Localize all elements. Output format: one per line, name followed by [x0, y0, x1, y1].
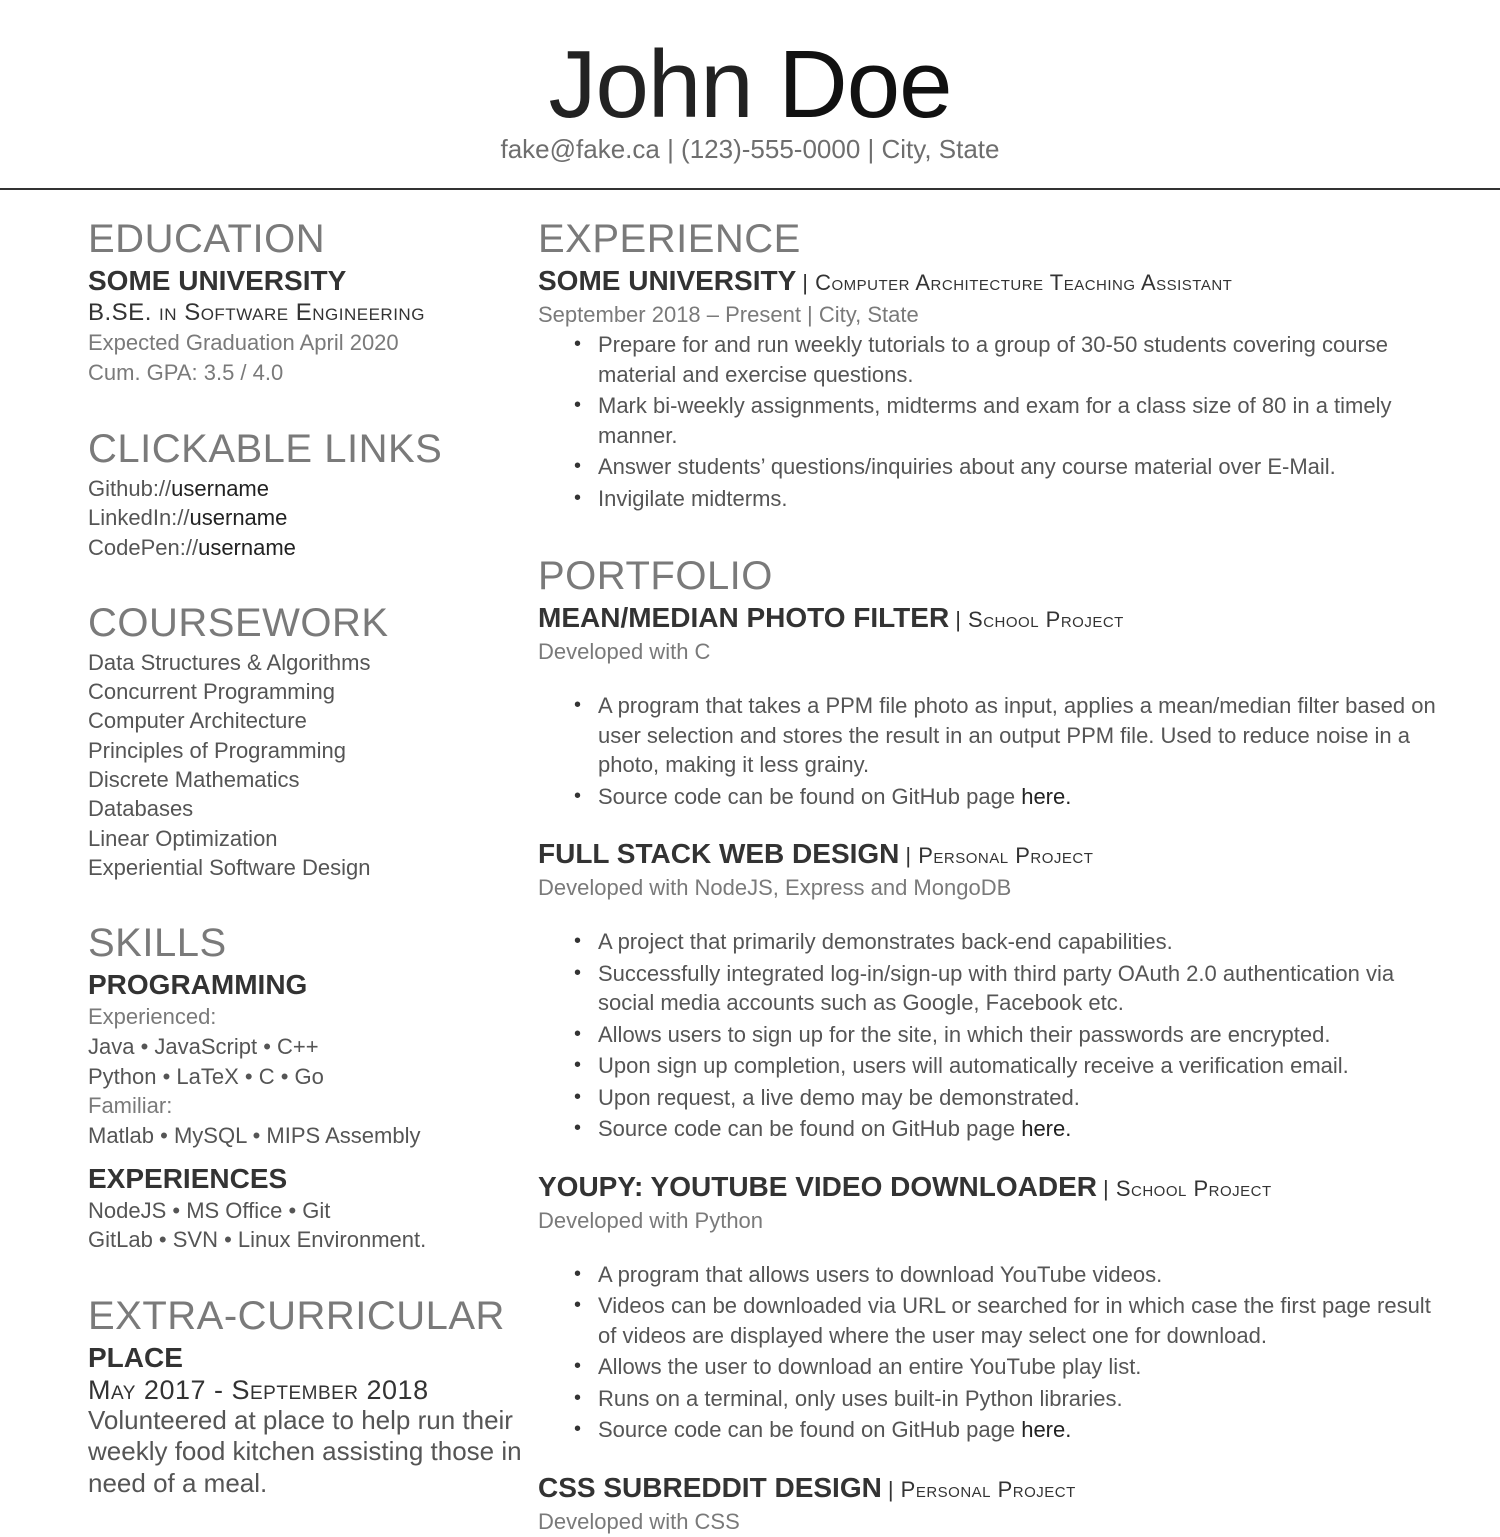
project-name: MEAN/MEDIAN PHOTO FILTER — [538, 602, 950, 633]
coursework-section — [88, 598, 528, 882]
education-gpa: Cum. GPA: 3.5 / 4.0 — [88, 360, 284, 385]
project-type: | School Project — [1103, 1175, 1272, 1201]
list-item: • Prepare for and run weekly tutorials to a group of 30-50 students covering course material and exercise questions. — [598, 330, 1438, 389]
project-photo-filter — [538, 601, 1438, 811]
project-stack: Developed with NodeJS, Express and MongoDB — [538, 875, 1012, 900]
skills-experiences-line2: GitLab • SVN • Linux Environment. — [88, 1227, 427, 1253]
project-heading — [538, 601, 1438, 637]
link-github[interactable] — [88, 474, 528, 503]
link-codepen[interactable] — [88, 533, 528, 562]
experience-dates: September 2018 – Present | City, State — [538, 302, 919, 327]
skills-programming-title: PROGRAMMING — [88, 969, 308, 1001]
last-name: Doe — [778, 31, 952, 138]
extracurricular-description: Volunteered at place to help run their weekly food kitchen assisting those in need of a meal. — [88, 1404, 522, 1498]
resume-header — [0, 0, 1500, 190]
project-bullets — [538, 927, 1438, 1144]
link-linkedin[interactable] — [88, 503, 528, 532]
link-handle[interactable]: username — [189, 505, 288, 531]
list-item — [598, 782, 1438, 812]
list-item: • Videos can be downloaded via URL or searched for in which case the first page result of videos are displayed where the user may select one for download. — [598, 1291, 1438, 1350]
links-section — [88, 424, 528, 562]
first-name: John — [548, 31, 753, 138]
link-handle[interactable]: username — [198, 534, 296, 560]
source-text: Source code can be found on GitHub page — [598, 1116, 1022, 1141]
latex-logo: LaTeX — [176, 1063, 239, 1089]
skills-line2-b: • C • Go — [238, 1063, 324, 1089]
course-item: Concurrent Programming — [88, 679, 335, 705]
course-item: Discrete Mathematics — [88, 767, 300, 793]
list-item: • A project that primarily demonstrates back-end capabilities. — [598, 927, 1438, 957]
list-item: • Upon request, a live demo may be demonstrated. — [598, 1083, 1438, 1113]
experience-entry-heading — [538, 264, 1438, 300]
course-item: Computer Architecture — [88, 708, 307, 734]
section-title-experience: EXPERIENCE — [538, 217, 801, 261]
education-degree: B.SE. in Software Engineering — [88, 299, 425, 326]
skills-familiar-line: Matlab • MySQL • MIPS Assembly — [88, 1122, 421, 1148]
project-heading — [538, 1170, 1438, 1206]
project-bullets — [538, 691, 1438, 811]
project-stack: Developed with C — [538, 639, 711, 664]
skills-experienced-line1: Java • JavaScript • C++ — [88, 1034, 319, 1060]
project-name: YOUPY: YOUTUBE VIDEO DOWNLOADER — [538, 1170, 1098, 1202]
extracurricular-section — [88, 1291, 528, 1500]
list-item — [598, 1415, 1438, 1445]
list-item: • Successfully integrated log-in/sign-up with third party OAuth 2.0 authentication via social media accounts such as Google, Facebook etc. — [598, 959, 1438, 1018]
project-youpy — [538, 1170, 1438, 1445]
link-prefix: LinkedIn:// — [88, 505, 190, 531]
header-divider — [0, 188, 1500, 190]
project-full-stack — [538, 837, 1438, 1144]
list-item: • A program that allows users to download YouTube videos. — [598, 1260, 1438, 1290]
left-column — [88, 214, 528, 1499]
skills-section — [88, 918, 528, 1254]
candidate-name — [0, 30, 1500, 140]
education-school: SOME UNIVERSITY — [88, 265, 347, 296]
experience-section — [538, 214, 1438, 513]
skills-experienced-label: Experienced: — [88, 1004, 217, 1030]
list-item: • Upon sign up completion, users will automatically receive a verification email. — [598, 1051, 1438, 1081]
list-item: • Allows the user to download an entire YouTube play list. — [598, 1352, 1438, 1382]
course-item: Linear Optimization — [88, 825, 278, 851]
section-title-links: CLICKABLE LINKS — [88, 427, 443, 471]
project-type: | Personal Project — [905, 843, 1094, 868]
extracurricular-dates: May 2017 - September 2018 — [88, 1374, 429, 1405]
skills-experiences-title: EXPERIENCES — [88, 1163, 288, 1195]
list-item: • Allows users to sign up for the site, in which their passwords are encrypted. — [598, 1020, 1438, 1050]
experience-org: SOME UNIVERSITY — [538, 265, 797, 296]
link-handle[interactable]: username — [171, 476, 269, 501]
skills-experienced-line2 — [88, 1062, 528, 1091]
project-bullets — [538, 1260, 1438, 1445]
education-graduation: Expected Graduation April 2020 — [88, 330, 399, 355]
section-title-coursework: COURSEWORK — [88, 600, 389, 645]
source-link[interactable]: here. — [1021, 1116, 1072, 1141]
project-name: CSS SUBREDDIT DESIGN — [538, 1471, 882, 1503]
link-prefix: CodePen:// — [88, 534, 199, 560]
project-heading — [538, 837, 1438, 873]
section-title-education: EDUCATION — [88, 217, 326, 261]
project-stack: Developed with CSS — [538, 1508, 740, 1534]
project-css-subreddit — [538, 1471, 1438, 1537]
source-text: Source code can be found on GitHub page — [598, 1417, 1022, 1442]
right-column — [538, 214, 1438, 1537]
source-link[interactable]: here. — [1021, 783, 1072, 809]
course-item: Principles of Programming — [88, 737, 346, 763]
list-item — [598, 1114, 1438, 1144]
list-item: • Invigilate midterms. — [598, 484, 1438, 514]
source-link[interactable]: here. — [1021, 1417, 1072, 1442]
project-heading — [538, 1471, 1438, 1507]
section-title-portfolio: PORTFOLIO — [538, 554, 773, 598]
extracurricular-place: PLACE — [88, 1341, 183, 1373]
project-stack: Developed with Python — [538, 1207, 764, 1233]
list-item: • Answer students’ questions/inquiries about any course material over E-Mail. — [598, 452, 1438, 482]
course-item: Experiential Software Design — [88, 854, 371, 880]
source-text: Source code can be found on GitHub page — [598, 783, 1022, 809]
skills-experiences-line1: NodeJS • MS Office • Git — [88, 1198, 331, 1224]
education-section — [88, 214, 528, 388]
section-title-skills: SKILLS — [88, 921, 227, 966]
link-prefix: Github:// — [88, 476, 172, 501]
section-title-extracurricular: EXTRA-CURRICULAR — [88, 1293, 505, 1338]
portfolio-section — [538, 551, 1438, 1537]
contact-line[interactable]: fake@fake.ca | (123)-555-0000 | City, State — [500, 134, 1000, 164]
project-type: | School Project — [955, 607, 1124, 632]
project-type: | Personal Project — [887, 1476, 1076, 1502]
list-item: • Runs on a terminal, only uses built-in Python libraries. — [598, 1384, 1438, 1414]
skills-familiar-label: Familiar: — [88, 1092, 173, 1118]
course-item: Databases — [88, 796, 194, 822]
course-item: Data Structures & Algorithms — [88, 649, 371, 675]
project-name: FULL STACK WEB DESIGN — [538, 838, 900, 869]
experience-bullets — [538, 330, 1438, 513]
list-item: • A program that takes a PPM file photo as input, applies a mean/median filter based on user selection and stores the result in an output PPM file. Used to reduce noise in a photo, making it less grainy. — [598, 691, 1438, 780]
experience-role: | Computer Architecture Teaching Assistant — [802, 270, 1233, 295]
skills-line2-a: Python • — [88, 1063, 177, 1089]
list-item: • Mark bi-weekly assignments, midterms and exam for a class size of 80 in a timely manner. — [598, 391, 1438, 450]
